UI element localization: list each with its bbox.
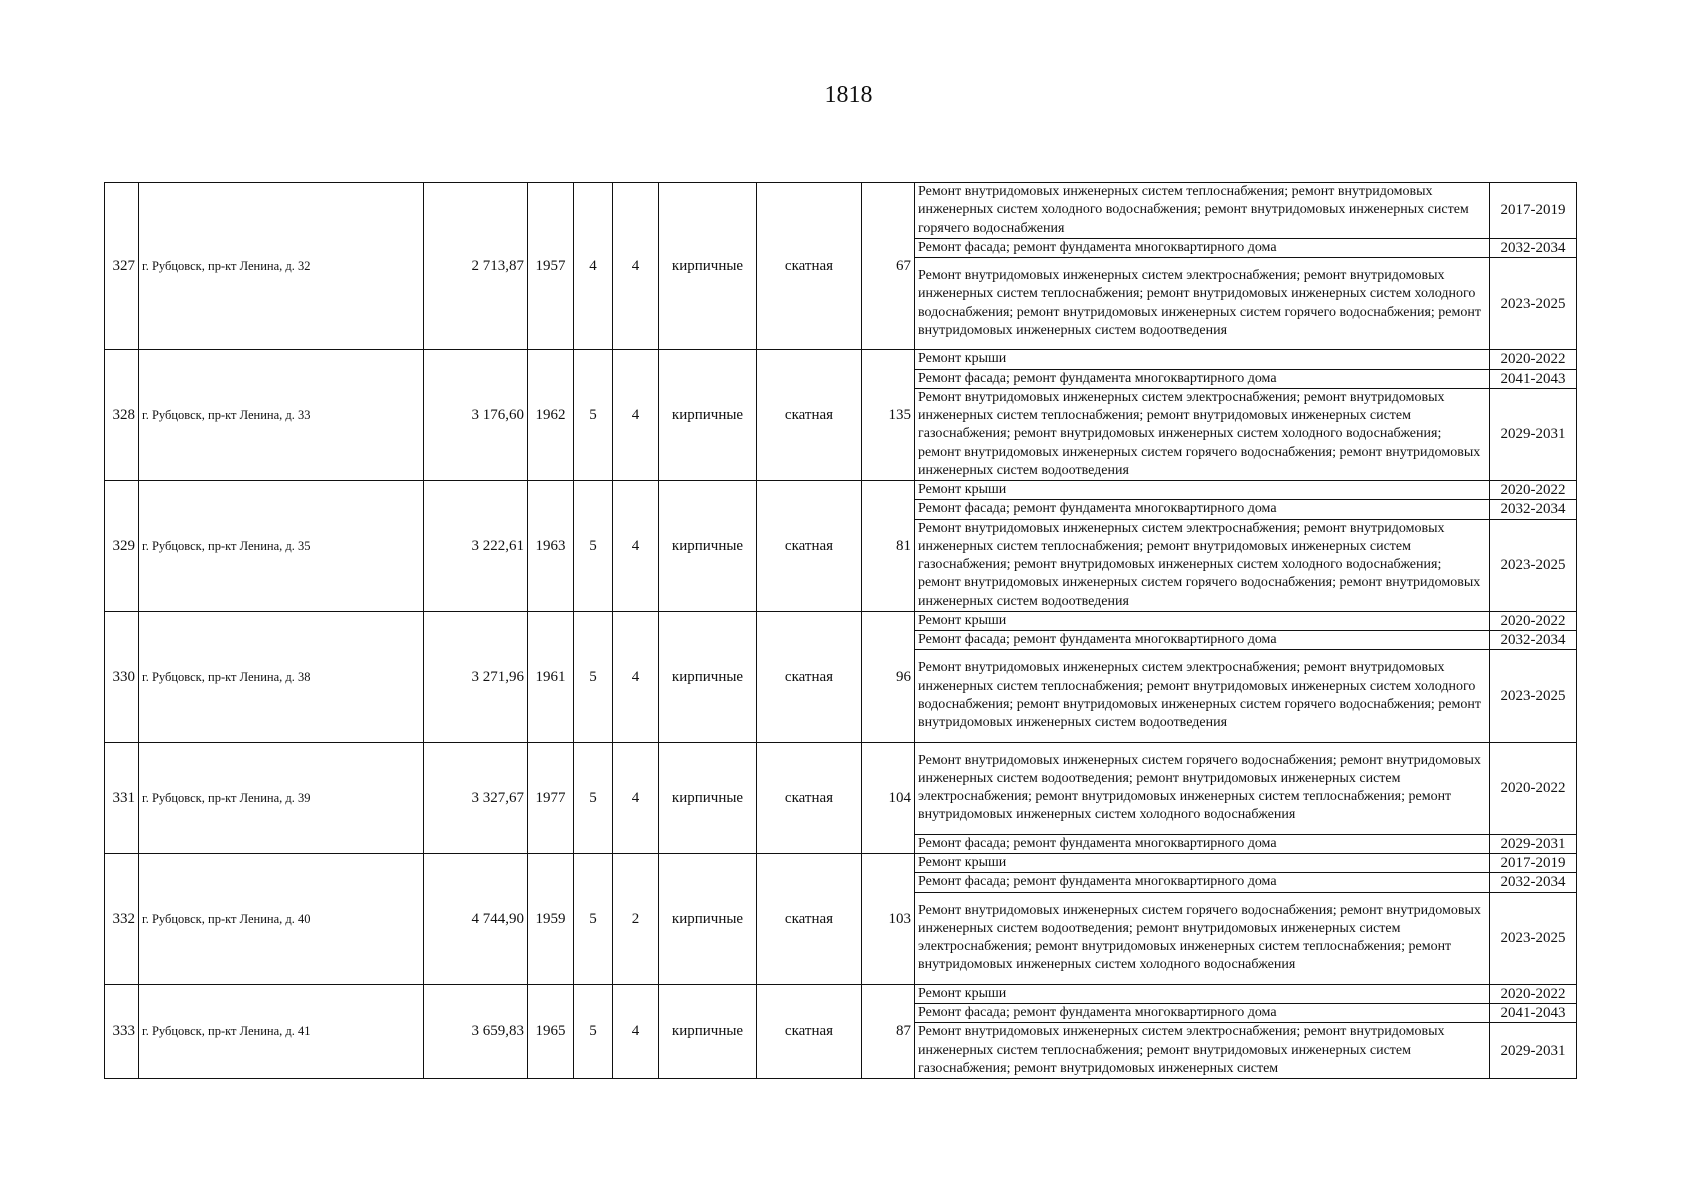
apartment-count: 104 <box>862 742 915 854</box>
build-year: 1965 <box>528 984 574 1078</box>
row-number: 327 <box>105 183 139 350</box>
build-year: 1977 <box>528 742 574 854</box>
entrance-count: 4 <box>613 742 659 854</box>
apartment-count: 96 <box>862 611 915 742</box>
work-period: 2029-2031 <box>1490 1023 1577 1079</box>
work-description: Ремонт внутридомовых инженерных систем электроснабжения; ремонт внутридомовых инженерных систем теплоснабжения; ремонт внутридомовых инженерных систем газоснабжения; ремонт внутридомовых инженерных систем <box>915 1023 1490 1079</box>
roof-type: скатная <box>757 984 862 1078</box>
work-period: 2032-2034 <box>1490 631 1577 650</box>
entrance-count: 2 <box>613 854 659 985</box>
house-address: г. Рубцовск, пр-кт Ленина, д. 40 <box>139 854 424 985</box>
table-body <box>105 183 1577 1079</box>
work-description: Ремонт фасада; ремонт фундамента многоквартирного дома <box>915 369 1490 388</box>
roof-type: скатная <box>757 611 862 742</box>
roof-type: скатная <box>757 183 862 350</box>
work-description: Ремонт внутридомовых инженерных систем горячего водоснабжения; ремонт внутридомовых инженерных систем водоотведения; ремонт внутридомовых инженерных систем электроснабжения; ремонт внутридомовых инженерных систем теплоснабжения; ремонт внутридомовых инженерных систем холодного водоснабжения <box>915 742 1490 834</box>
work-period: 2017-2019 <box>1490 183 1577 239</box>
house-address: г. Рубцовск, пр-кт Ленина, д. 38 <box>139 611 424 742</box>
work-period: 2017-2019 <box>1490 854 1577 873</box>
work-period: 2023-2025 <box>1490 258 1577 350</box>
row-number: 330 <box>105 611 139 742</box>
wall-material: кирпичные <box>659 350 757 481</box>
work-description: Ремонт крыши <box>915 350 1490 369</box>
table-row <box>105 350 1577 369</box>
table-row <box>105 742 1577 834</box>
wall-material: кирпичные <box>659 611 757 742</box>
floor-count: 5 <box>574 742 613 854</box>
page-number: 1818 <box>824 82 873 108</box>
work-description: Ремонт внутридомовых инженерных систем электроснабжения; ремонт внутридомовых инженерных систем теплоснабжения; ремонт внутридомовых инженерных систем газоснабжения; ремонт внутридомовых инженерных систем холодного водоснабжения; ремонт внутридомовых инженерных систем горячего водоснабжения; ремонт внутридомовых инженерных систем водоотведения <box>915 388 1490 480</box>
work-description: Ремонт внутридомовых инженерных систем теплоснабжения; ремонт внутридомовых инженерных систем холодного водоснабжения; ремонт внутридомовых инженерных систем горячего водоснабжения <box>915 183 1490 239</box>
house-address: г. Рубцовск, пр-кт Ленина, д. 41 <box>139 984 424 1078</box>
work-period: 2041-2043 <box>1490 1004 1577 1023</box>
work-description: Ремонт фасада; ремонт фундамента многоквартирного дома <box>915 500 1490 519</box>
work-period: 2032-2034 <box>1490 500 1577 519</box>
build-year: 1962 <box>528 350 574 481</box>
work-description: Ремонт внутридомовых инженерных систем горячего водоснабжения; ремонт внутридомовых инженерных систем водоотведения; ремонт внутридомовых инженерных систем электроснабжения; ремонт внутридомовых инженерных систем теплоснабжения; ремонт внутридомовых инженерных систем холодного водоснабжения <box>915 892 1490 984</box>
work-period: 2020-2022 <box>1490 350 1577 369</box>
total-area: 2 713,87 <box>424 183 528 350</box>
total-area: 3 659,83 <box>424 984 528 1078</box>
entrance-count: 4 <box>613 984 659 1078</box>
row-number: 328 <box>105 350 139 481</box>
work-description: Ремонт крыши <box>915 984 1490 1003</box>
work-period: 2029-2031 <box>1490 388 1577 480</box>
work-description: Ремонт фасада; ремонт фундамента многоквартирного дома <box>915 238 1490 257</box>
work-period: 2041-2043 <box>1490 369 1577 388</box>
row-number: 333 <box>105 984 139 1078</box>
floor-count: 4 <box>574 183 613 350</box>
build-year: 1963 <box>528 481 574 612</box>
apartment-count: 87 <box>862 984 915 1078</box>
work-description: Ремонт внутридомовых инженерных систем электроснабжения; ремонт внутридомовых инженерных систем теплоснабжения; ремонт внутридомовых инженерных систем холодного водоснабжения; ремонт внутридомовых инженерных систем горячего водоснабжения; ремонт внутридомовых инженерных систем водоотведения <box>915 258 1490 350</box>
apartment-count: 103 <box>862 854 915 985</box>
roof-type: скатная <box>757 481 862 612</box>
apartment-count: 67 <box>862 183 915 350</box>
house-address: г. Рубцовск, пр-кт Ленина, д. 39 <box>139 742 424 854</box>
work-period: 2023-2025 <box>1490 519 1577 611</box>
work-description: Ремонт внутридомовых инженерных систем электроснабжения; ремонт внутридомовых инженерных систем теплоснабжения; ремонт внутридомовых инженерных систем газоснабжения; ремонт внутридомовых инженерных систем холодного водоснабжения; ремонт внутридомовых инженерных систем горячего водоснабжения; ремонт внутридомовых инженерных систем водоотведения <box>915 519 1490 611</box>
roof-type: скатная <box>757 350 862 481</box>
work-period: 2023-2025 <box>1490 650 1577 742</box>
work-description: Ремонт фасада; ремонт фундамента многоквартирного дома <box>915 834 1490 853</box>
work-period: 2032-2034 <box>1490 238 1577 257</box>
floor-count: 5 <box>574 611 613 742</box>
apartment-count: 81 <box>862 481 915 612</box>
work-description: Ремонт фасада; ремонт фундамента многоквартирного дома <box>915 1004 1490 1023</box>
table-row <box>105 481 1577 500</box>
work-period: 2020-2022 <box>1490 984 1577 1003</box>
total-area: 3 222,61 <box>424 481 528 612</box>
table-row <box>105 611 1577 630</box>
house-address: г. Рубцовск, пр-кт Ленина, д. 35 <box>139 481 424 612</box>
row-number: 332 <box>105 854 139 985</box>
floor-count: 5 <box>574 481 613 612</box>
wall-material: кирпичные <box>659 984 757 1078</box>
wall-material: кирпичные <box>659 742 757 854</box>
wall-material: кирпичные <box>659 183 757 350</box>
total-area: 4 744,90 <box>424 854 528 985</box>
work-description: Ремонт крыши <box>915 611 1490 630</box>
entrance-count: 4 <box>613 350 659 481</box>
roof-type: скатная <box>757 742 862 854</box>
repair-schedule-table <box>104 182 1577 1079</box>
work-period: 2020-2022 <box>1490 742 1577 834</box>
table-row <box>105 984 1577 1003</box>
work-period: 2020-2022 <box>1490 611 1577 630</box>
build-year: 1961 <box>528 611 574 742</box>
work-period: 2020-2022 <box>1490 481 1577 500</box>
work-period: 2023-2025 <box>1490 892 1577 984</box>
work-period: 2032-2034 <box>1490 873 1577 892</box>
house-address: г. Рубцовск, пр-кт Ленина, д. 33 <box>139 350 424 481</box>
row-number: 331 <box>105 742 139 854</box>
floor-count: 5 <box>574 350 613 481</box>
total-area: 3 176,60 <box>424 350 528 481</box>
roof-type: скатная <box>757 854 862 985</box>
work-description: Ремонт крыши <box>915 854 1490 873</box>
wall-material: кирпичные <box>659 854 757 985</box>
work-description: Ремонт фасада; ремонт фундамента многоквартирного дома <box>915 631 1490 650</box>
total-area: 3 271,96 <box>424 611 528 742</box>
table-row <box>105 854 1577 873</box>
wall-material: кирпичные <box>659 481 757 612</box>
floor-count: 5 <box>574 854 613 985</box>
table-row <box>105 183 1577 239</box>
total-area: 3 327,67 <box>424 742 528 854</box>
entrance-count: 4 <box>613 481 659 612</box>
work-description: Ремонт внутридомовых инженерных систем электроснабжения; ремонт внутридомовых инженерных систем теплоснабжения; ремонт внутридомовых инженерных систем холодного водоснабжения; ремонт внутридомовых инженерных систем горячего водоснабжения; ремонт внутридомовых инженерных систем водоотведения <box>915 650 1490 742</box>
entrance-count: 4 <box>613 183 659 350</box>
floor-count: 5 <box>574 984 613 1078</box>
work-description: Ремонт крыши <box>915 481 1490 500</box>
entrance-count: 4 <box>613 611 659 742</box>
build-year: 1957 <box>528 183 574 350</box>
apartment-count: 135 <box>862 350 915 481</box>
row-number: 329 <box>105 481 139 612</box>
work-description: Ремонт фасада; ремонт фундамента многоквартирного дома <box>915 873 1490 892</box>
build-year: 1959 <box>528 854 574 985</box>
house-address: г. Рубцовск, пр-кт Ленина, д. 32 <box>139 183 424 350</box>
work-period: 2029-2031 <box>1490 834 1577 853</box>
